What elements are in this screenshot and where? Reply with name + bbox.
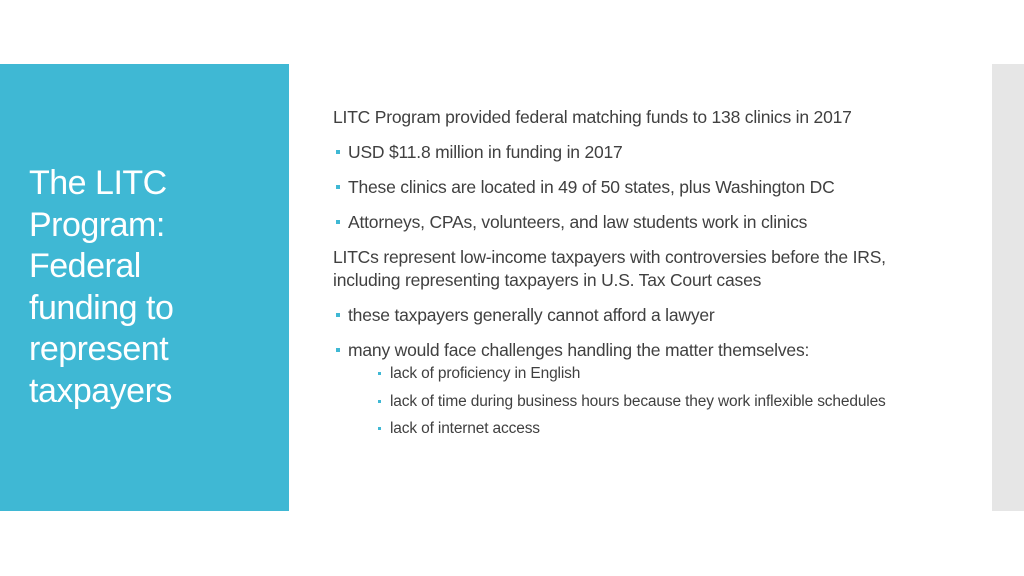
bullet-item: many would face challenges handling the matter themselves: <box>333 339 953 362</box>
bullet-item: These clinics are located in 49 of 50 states, plus Washington DC <box>333 176 953 199</box>
sub-bullet-item: lack of proficiency in English <box>390 364 953 385</box>
sub-bullet-item: lack of internet access <box>390 419 953 440</box>
bullet-item: Attorneys, CPAs, volunteers, and law students work in clinics <box>333 211 953 234</box>
paragraph-representation: LITCs represent low-income taxpayers with controversies before the IRS, including representing taxpayers in U.S. Tax Court cases <box>333 247 886 290</box>
bullet-item: USD $11.8 million in funding in 2017 <box>333 141 953 164</box>
bullet-item: these taxpayers generally cannot afford a lawyer <box>333 304 953 327</box>
slide-title: The LITC Program: Federal funding to represent taxpayers <box>29 164 174 410</box>
paragraph-funding: LITC Program provided federal matching funds to 138 clinics in 2017 <box>333 107 852 127</box>
sub-bullet-item: lack of time during business hours because they work inflexible schedules <box>390 392 953 413</box>
right-accent-bar <box>992 64 1024 511</box>
slide-content <box>333 106 953 447</box>
